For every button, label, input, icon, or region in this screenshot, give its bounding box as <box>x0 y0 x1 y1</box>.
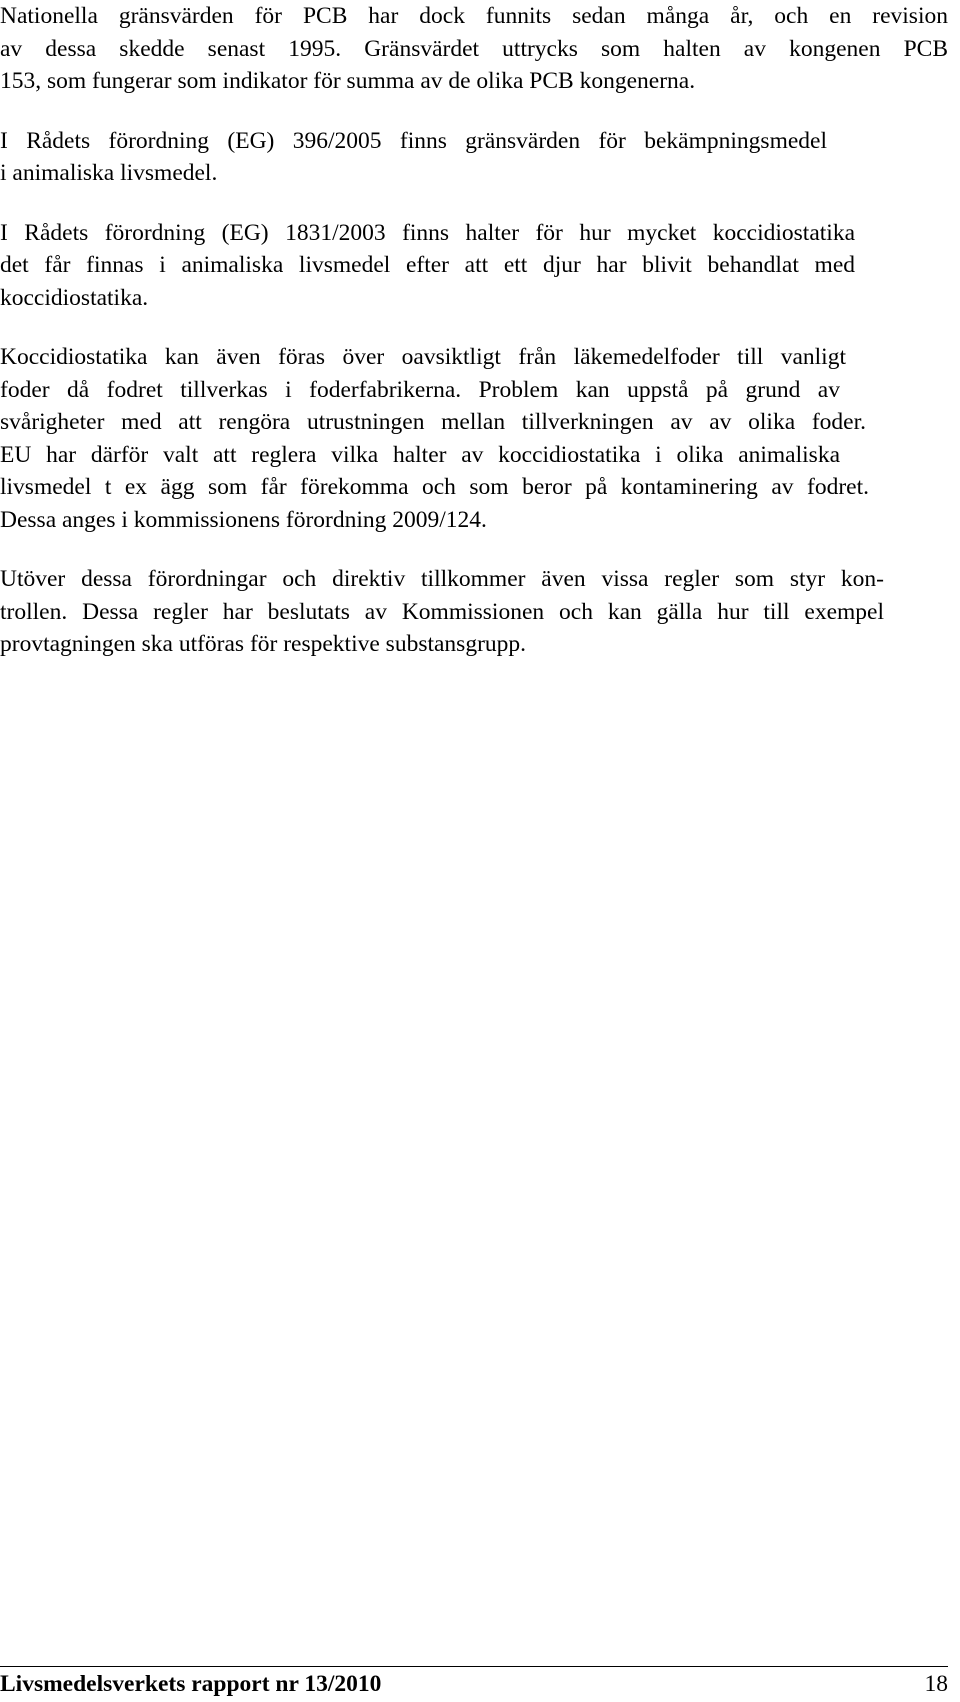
footer-rule <box>0 1666 948 1667</box>
text-line: provtagningen ska utföras för respektive substansgrupp. <box>0 631 527 657</box>
text-line: i animaliska livsmedel. <box>0 160 218 186</box>
text-line: Nationella gränsvärden för PCB har dock funnits sedan många år, och en revision <box>0 3 948 29</box>
paragraph-pcb-limits <box>0 0 948 98</box>
text-line: Utöver dessa förordningar och direktiv tillkommer även vissa regler som styr kon- <box>0 566 884 592</box>
text-line: 153, som fungerar som indikator för summa av de olika PCB kongenerna. <box>0 68 696 94</box>
footer-page-number: 18 <box>924 1671 948 1697</box>
paragraph-coccidiostats-regulation <box>0 217 948 315</box>
text-line: livsmedel t ex ägg som får förekomma och som beror på kontaminering av fodret. <box>0 474 869 500</box>
text-line: det får finnas i animaliska livsmedel efter att ett djur har blivit behandlat med <box>0 252 855 278</box>
text-line: Dessa anges i kommissionens förordning 2009/124. <box>0 506 487 533</box>
text-line: EU har därför valt att reglera vilka halter av koccidiostatika i olika animaliska <box>0 441 840 468</box>
text-line: av dessa skedde senast 1995. Gränsvärdet uttrycks som halten av kongenen PCB <box>0 35 948 62</box>
body-text <box>0 0 948 688</box>
text-line: koccidiostatika. <box>0 284 149 311</box>
paragraph-additional-rules <box>0 563 948 661</box>
paragraph-coccidiostats-feed <box>0 341 948 536</box>
text-line: trollen. Dessa regler har beslutats av Kommissionen och kan gälla hur till exempel <box>0 598 884 625</box>
text-line: I Rådets förordning (EG) 1831/2003 finns halter för hur mycket koccidiostatika <box>0 219 855 246</box>
text-line: foder då fodret tillverkas i foderfabrikerna. Problem kan uppstå på grund av <box>0 376 840 403</box>
text-line: svårigheter med att rengöra utrustningen mellan tillverkningen av av olika foder. <box>0 409 866 435</box>
paragraph-pesticides <box>0 125 948 190</box>
footer-report-title: Livsmedelsverkets rapport nr 13/2010 <box>0 1671 382 1697</box>
text-line: Koccidiostatika kan även föras över oavsiktligt från läkemedelfoder till vanligt <box>0 344 846 370</box>
text-line: I Rådets förordning (EG) 396/2005 finns gränsvärden för bekämpningsmedel <box>0 127 827 154</box>
